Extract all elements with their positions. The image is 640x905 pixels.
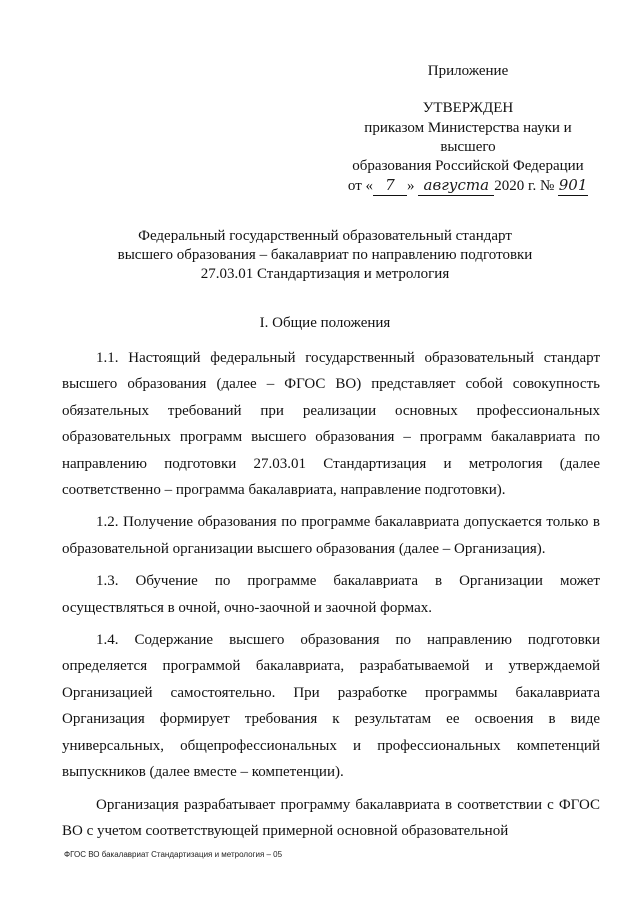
order-number-handwritten: 901 <box>558 176 588 194</box>
paragraph-1-2: 1.2. Получение образования по программе бакалавриата допускается только в образовательной организации высшего образования (далее – Организация). <box>62 514 600 557</box>
order-mid: » <box>407 178 415 194</box>
title-line-1: Федеральный государственный образовательный стандарт <box>138 228 512 244</box>
order-day-handwritten: 7 <box>373 176 407 196</box>
order-prefix: от « <box>347 178 374 194</box>
document-title <box>60 227 590 284</box>
order-reference <box>338 176 598 196</box>
approval-block <box>338 62 598 196</box>
paragraph-1-3: 1.3. Обучение по программе бакалавриата в Организации может осуществляться в очной, очно-заочной и заочной формах. <box>62 573 600 616</box>
page-footer: ФГОС ВО бакалавриат Стандартизация и метрология – 05 <box>64 850 283 859</box>
paragraph-1-4: 1.4. Содержание высшего образования по направлению подготовки определяется программой бакалавриата, разрабатываемой и утверждаемой Организацией самостоятельно. При разработке программы бакалавриата Организация формирует требования к результатам ее освоения в виде универсальных, общепрофессиональных и профессиональных компетенций выпускников (далее вместе – компетенции). <box>62 632 600 781</box>
title-line-2: высшего образования – бакалавриат по направлению подготовки <box>117 247 533 263</box>
paragraph-1-1: 1.1. Настоящий федеральный государственный образовательный стандарт высшего образования (далее – ФГОС ВО) представляет собой совокупность обязательных требований при реализации основных профессиональных образовательных программ высшего образования – программ бакалавриата по направлению подготовки 27.03.01 Стандартизация и метрология (далее соответственно – программа бакалавриата, направление подготовки). <box>62 350 600 499</box>
approval-line-2: образования Российской Федерации <box>352 158 584 174</box>
section-heading: I. Общие положения <box>259 315 391 331</box>
approval-line-1: приказом Министерства науки и высшего <box>364 120 572 155</box>
section-body <box>62 345 600 850</box>
order-year-number-label: 2020 г. № <box>494 178 555 194</box>
paragraph-continuation: Организация разрабатывает программу бакалавриата в соответствии с ФГОС ВО с учетом соответствующей примерной основной образовательной <box>62 796 600 839</box>
approved-heading: УТВЕРЖДЕН <box>422 100 514 116</box>
order-month-handwritten: августа <box>418 176 494 196</box>
appendix-label: Приложение <box>427 63 509 79</box>
title-line-3: 27.03.01 Стандартизация и метрология <box>200 266 450 282</box>
